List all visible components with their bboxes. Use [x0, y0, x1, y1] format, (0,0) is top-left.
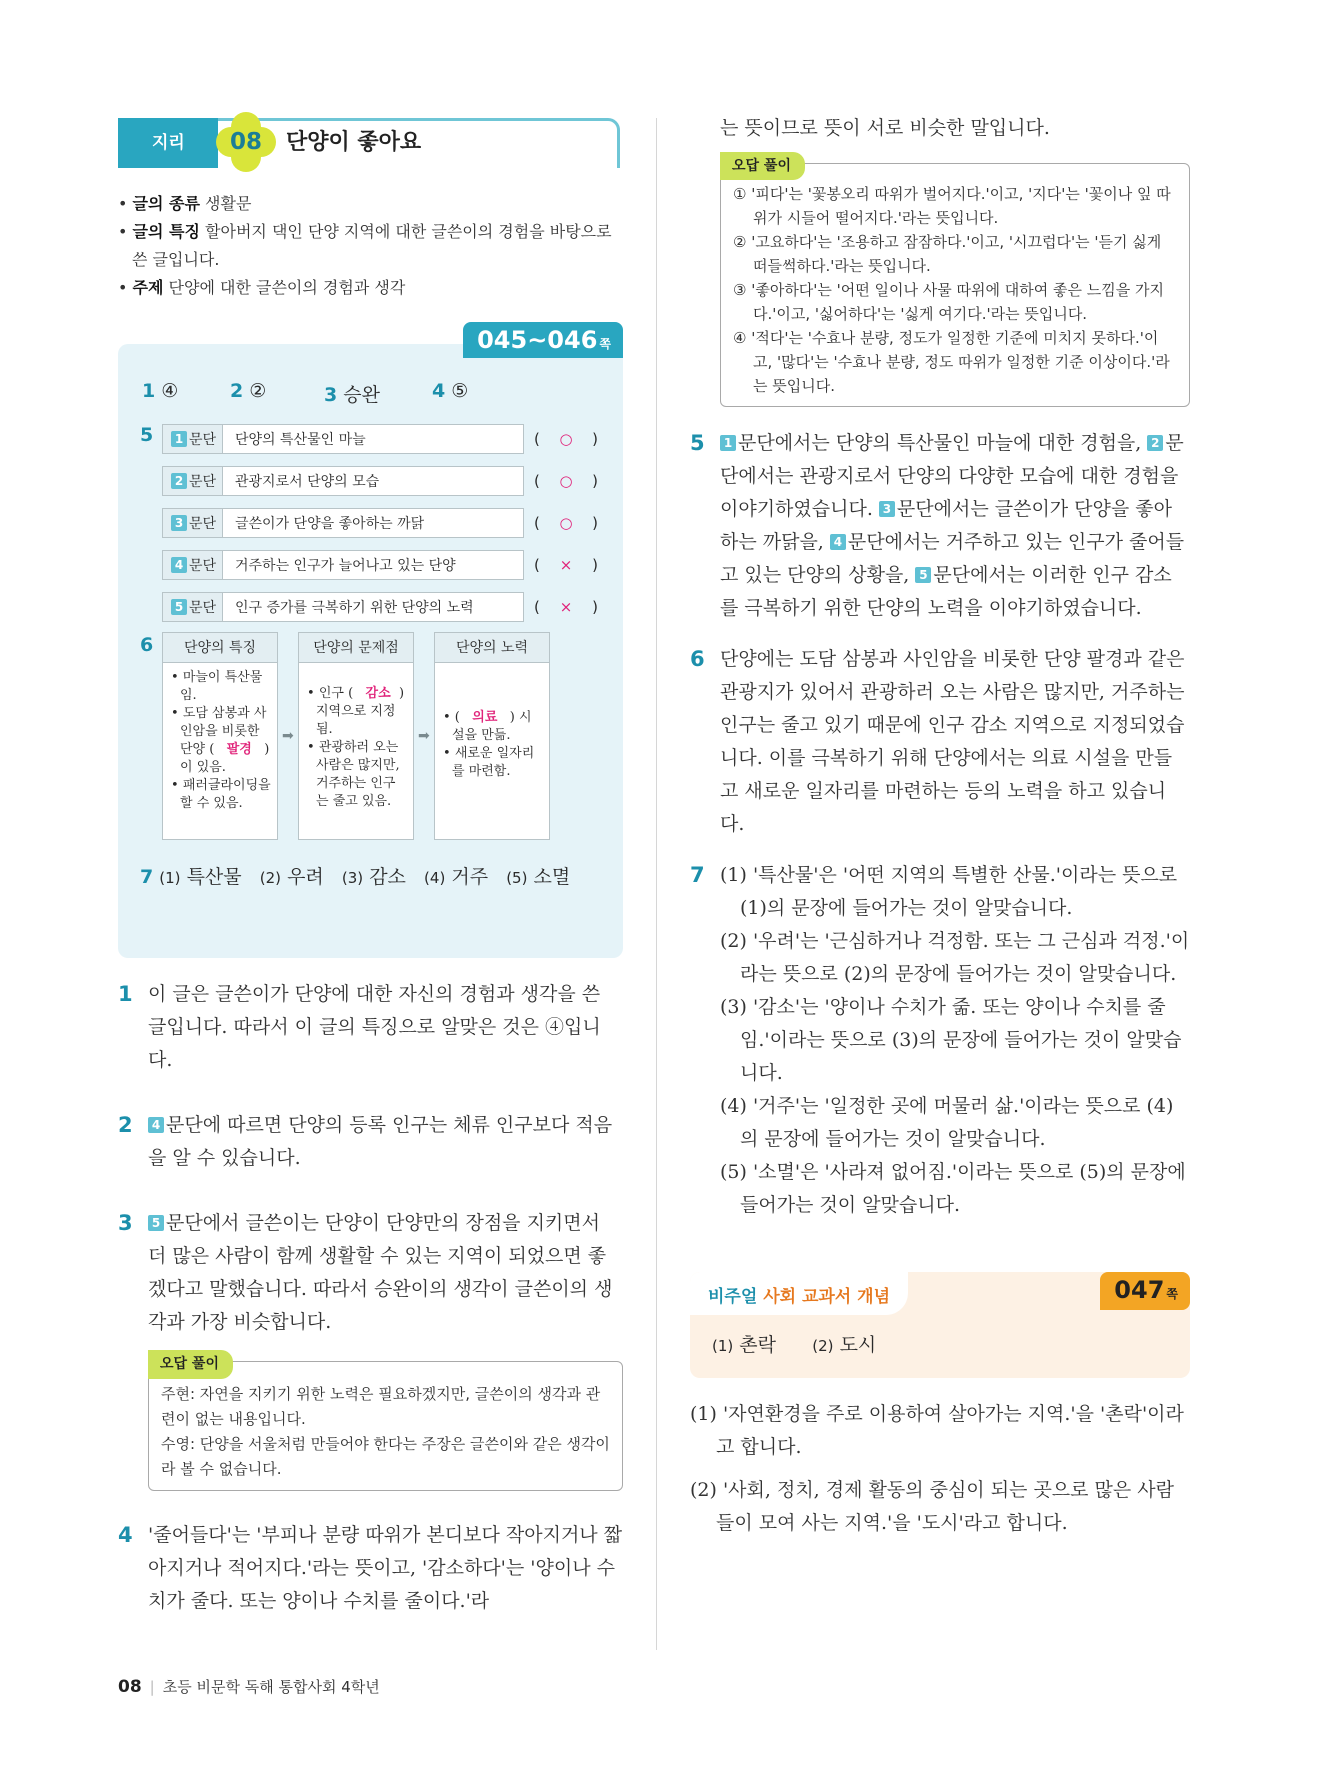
answer-5-row: 2 문단 관광지로서 단양의 모습 ( ○ ): [162, 466, 598, 496]
visual-answers: (1) 촌락 (2) 도시: [712, 1334, 877, 1356]
arrow-right-icon: ➡: [418, 728, 430, 744]
explanation-4: 4 '줄어들다'는 '부피나 분량 따위가 본디보다 작아지거나 짧아지거나 적어지다.'라는 뜻이고, '감소하다'는 '양이나 수치가 줄다. 또는 양이나 수치를 줄이다.'라: [118, 1523, 623, 1612]
explanation-4-continued: 는 뜻이므로 뜻이 서로 비슷한 말입니다.: [720, 117, 1050, 139]
answer-1: 1 ④: [142, 380, 179, 402]
answer-7: 7 (1) 특산물 (2) 우려 (3) 감소 (4) 거주 (5) 소멸: [140, 866, 571, 888]
note-tag: 오답 풀이: [720, 152, 805, 180]
page-tag: 045~046 쪽: [463, 322, 623, 358]
column-divider: [656, 118, 657, 1650]
explanation-7: 7 (1) '특산물'은 '어떤 지역의 특별한 산물.'이라는 뜻으로 (1)의 문장에 들어가는 것이 알맞습니다. (2) '우려'는 '근심하거나 걱정함. 또는 그 근심과 걱정.'이라는 뜻으로 (2)의 문장에 들어가는 것이 알맞습니다. (3) '감소'는 '양이나 수치가 줆. 또는 양이나 수치를 줄임.'이라는 뜻으로 (3)의 문장에 들어가는 것이 알맞습니다. (4) '거주'는 '일정한 곳에 머물러 삶.'이라는 뜻으로 (4)의 문장에 들어가는 것이 알맞습니다. (5) '소멸'은 '사라져 없어짐.'이라는 뜻으로 (5)의 문장에 들어가는 것이 알맞습니다.: [690, 863, 1190, 1216]
explanation-3: 3 5 문단에서 글쓴이는 단양이 단양만의 장점을 지키면서 더 많은 사람이 함께 생활할 수 있는 지역이 되었으면 좋겠다고 말했습니다. 따라서 승완이의 생각이 글쓴이의 생각과 가장 비슷합니다. 오답 풀이 주현: 자연을 지키기 위한 노력은 필요하겠지만, 글쓴이의 생각과 관련이 없는 내용입니다. 수영: 단양을 서울처럼 만들어야 한다는 주장은 글쓴이와 같은 생각이라 볼 수 없습니다.: [118, 1207, 623, 1491]
answer-2: 2 ②: [230, 380, 267, 402]
answer-3: 3 승완: [324, 384, 380, 406]
lesson-header: [118, 112, 623, 180]
page-number: 08: [118, 1677, 142, 1697]
answer-5-row: 4 문단 거주하는 인구가 늘어나고 있는 단양 ( × ): [162, 550, 598, 580]
note-tag: 오답 풀이: [148, 1350, 233, 1379]
feature-box: 단양의 특징 • 마늘이 특산물임. • 도담 삼봉과 사인암을 비롯한 단양 ( 팔경 )이 있음. • 패러글라이딩을 할 수 있음.: [162, 632, 278, 840]
explanation-1: 1 이 글은 글쓴이가 단양에 대한 자신의 경험과 생각을 쓴 글입니다. 따라서 이 글의 특징으로 알맞은 것은 ④입니다.: [118, 982, 601, 1071]
answer-4: 4 ⑤: [432, 380, 469, 402]
effort-box: 단양의 노력 • ( 의료 ) 시설을 만듦. • 새로운 일자리를 마련함.: [434, 632, 550, 840]
answer-5-row: 1 문단 단양의 특산물인 마늘 ( ○ ): [162, 424, 598, 454]
visual-page-tag: 047 쪽: [1100, 1272, 1190, 1310]
page-footer: 08 | 초등 비문학 독해 통합사회 4학년: [118, 1677, 380, 1697]
arrow-right-icon: ➡: [282, 728, 294, 744]
explanation-6: 6 단양에는 도담 삼봉과 사인암을 비롯한 단양 팔경과 같은 관광지가 있어서 관광하러 오는 사람은 많지만, 거주하는 인구는 줄고 있기 때문에 인구 감소 지역으로 지정되었습니다. 이를 극복하기 위해 단양에서는 의료 시설을 만들고 새로운 일자리를 마련하는 등의 노력을 하고 있습니다.: [690, 647, 1185, 835]
info-feature: • 글의 특징 할아버지 댁인 단양 지역에 대한 글쓴이의 경험을 바탕으로 쓴 글입니다.: [118, 222, 612, 269]
answer-5-number: 5: [140, 424, 154, 446]
left-column: [118, 112, 623, 1618]
wrong-answer-note: 오답 풀이 ① '피다'는 '꽃봉오리 따위가 벌어지다.'이고, '지다'는 '꽃이나 잎 따위가 시들어 떨어지다.'라는 뜻입니다. ② '고요하다'는 '조용하고 잠잠하다.'이고, '시끄럽다'는 '듣기 싫게 떠들썩하다.'라는 뜻입니다. ③ '좋아하다'는 '어떤 일이나 사물 따위에 대하여 좋은 느낌을 가지다.'이고, '싫어하다'는 '싫게 여기다.'라는 뜻입니다. ④ '적다'는 '수효나 분량, 정도가 일정한 기준에 미치지 못하다.'이고, '많다'는 '수효나 분량, 정도 따위가 일정한 기준 이상이다.'라는 뜻입니다.: [720, 163, 1190, 407]
problem-box: 단양의 문제점 • 인구 ( 감소 ) 지역으로 지정됨. • 관광하러 오는 사람은 많지만, 거주하는 인구는 줄고 있음.: [298, 632, 414, 840]
right-column: [690, 112, 1190, 1540]
answer-6-number: 6: [140, 634, 154, 656]
visual-title: 비주얼 사회 교과서 개념: [690, 1272, 908, 1315]
wrong-answer-note: 오답 풀이 주현: 자연을 지키기 위한 노력은 필요하겠지만, 글쓴이의 생각과 관련이 없는 내용입니다. 수영: 단양을 서울처럼 만들어야 한다는 주장은 글쓴이와 같은 생각이라 볼 수 없습니다.: [148, 1361, 623, 1491]
info-genre: • 글의 종류 생활문: [118, 194, 252, 213]
answer-5-row: 5 문단 인구 증가를 극복하기 위한 단양의 노력 ( × ): [162, 592, 598, 622]
info-theme: • 주제 단양에 대한 글쓴이의 경험과 생각: [118, 278, 406, 297]
visual-explanation: (1) '자연환경을 주로 이용하여 살아가는 지역.'을 '촌락'이라고 합니다. (2) '사회, 정치, 경제 활동의 중심이 되는 곳으로 많은 사람들이 모여 사는 지역.'을 '도시'라고 합니다.: [690, 1403, 1184, 1534]
subject-label: 지리: [118, 118, 218, 168]
visual-concept-box: [690, 1272, 1190, 1378]
answer-5-row: 3 문단 글쓴이가 단양을 좋아하는 까닭 ( ○ ): [162, 508, 598, 538]
text-info: [118, 190, 623, 302]
answer-panel: [118, 326, 623, 958]
lesson-number: 08: [229, 129, 262, 155]
explanation-2: 2 4 문단에 따르면 단양의 등록 인구는 체류 인구보다 적음을 알 수 있습니다.: [118, 1113, 613, 1169]
explanation-5: 5 1 문단에서는 단양의 특산물인 마늘에 대한 경험을, 2 문단에서는 관광지로서 단양의 다양한 모습에 대한 경험을 이야기하였습니다. 3 문단에서는 글쓴이가 단양을 좋아하는 까닭을, 4 문단에서는 거주하고 있는 인구가 줄어들고 있는 단양의 상황을, 5 문단에서는 이러한 인구 감소를 극복하기 위한 단양의 노력을 이야기하였습니다.: [690, 431, 1185, 619]
book-title: 초등 비문학 독해 통합사회 4학년: [162, 1678, 380, 1696]
lesson-title: 단양이 좋아요: [286, 130, 422, 155]
